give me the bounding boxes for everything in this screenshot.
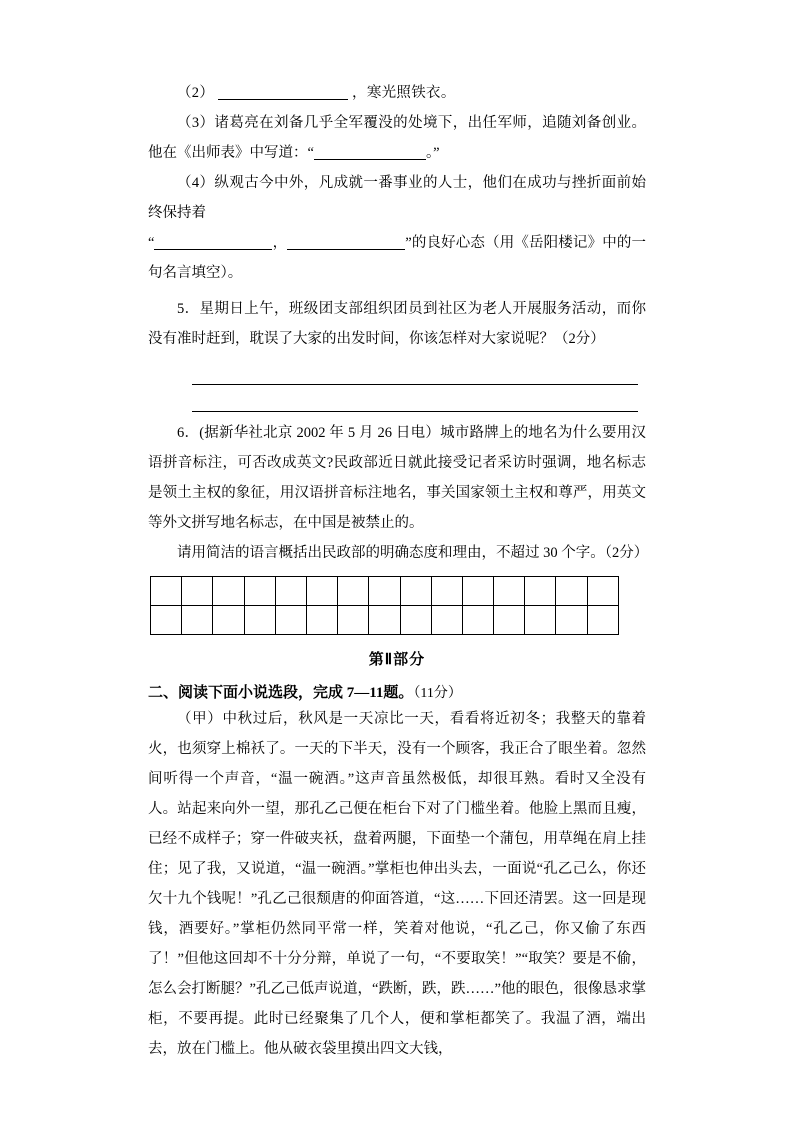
question-3-text: （3）诸葛亮在刘备几乎全军覆没的处境下，出任军师，追随刘备创业。他在《出师表》中写道：“ [148, 115, 646, 161]
answer-grid-row [150, 576, 646, 605]
grid-cell[interactable] [181, 605, 213, 635]
grid-cell[interactable] [244, 605, 276, 635]
question-2-text: ，寒光照铁衣。 [352, 85, 456, 101]
grid-cell[interactable] [587, 605, 619, 635]
grid-cell[interactable] [275, 605, 307, 635]
grid-cell[interactable] [212, 576, 244, 606]
fill-blank[interactable] [218, 83, 348, 100]
question-5 [148, 294, 646, 354]
grid-cell[interactable] [524, 576, 556, 606]
question-4-quote-open: “ [148, 235, 155, 251]
fill-blank[interactable] [314, 143, 426, 160]
grid-cell[interactable] [306, 576, 338, 606]
grid-cell[interactable] [493, 605, 525, 635]
grid-cell[interactable] [306, 605, 338, 635]
grid-cell[interactable] [368, 605, 400, 635]
section-heading [148, 681, 646, 702]
passage-text: 中秋过后，秋风是一天凉比一天，看看将近初冬；我整天的靠着火，也须穿上棉袄了。一天的下半天，没有一个顾客，我正合了眼坐着。忽然间听得一个声音，“温一碗酒。”这声音虽然极低，却很耳熟。看时又全没有人。站起来向外一望，那孔乙己便在柜台下对了门槛坐着。他脸上黑而且瘦，已经不成样子；穿一件破夹袄，盘着两腿，下面垫一个蒲包，用草绳在肩上挂住；见了我，又说道，“温一碗酒。”掌柜也伸出头去，一面说“孔乙己么，你还欠十九个钱呢！”孔乙己很颓唐的仰面答道，“这……下回还清罢。这一回是现钱，酒要好。”掌柜仍然同平常一样，笑着对他说，“孔乙己，你又偷了东西了！”但他这回却不十分分辩，单说了一句，“不要取笑！”“取笑？要是不偷，怎么会打断腿？”孔乙己低声说道，“跌断，跌，跌……”他的眼色，很像恳求掌柜，不要再提。此时已经聚集了几个人，便和掌柜都笑了。我温了酒，端出去，放在门槛上。他从破衣袋里摸出四文大钱， [148, 711, 647, 1057]
grid-cell[interactable] [555, 605, 587, 635]
question-3-tail: 。” [425, 145, 440, 161]
fill-blank[interactable] [154, 233, 272, 250]
grid-cell[interactable] [400, 605, 432, 635]
grid-cell[interactable] [493, 576, 525, 606]
grid-cell[interactable] [181, 576, 213, 606]
question-4-comma: ， [272, 235, 288, 251]
passage-label: （甲） [177, 711, 223, 727]
grid-cell[interactable] [431, 605, 463, 635]
question-4 [148, 168, 646, 288]
grid-cell[interactable] [244, 576, 276, 606]
answer-grid-row [150, 605, 646, 634]
question-5-text: 5．星期日上午，班级团支部组织团员到社区为老人开展服务活动，而你没有准时赶到，耽误了大家的出发时间，你该怎样对大家说呢？（2分） [148, 301, 646, 347]
question-4-line2-tail: ”的良好心态（用《岳阳楼记》中的一句名言填空）。 [148, 235, 647, 281]
grid-cell[interactable] [524, 605, 556, 635]
grid-cell[interactable] [462, 605, 494, 635]
grid-cell[interactable] [337, 576, 369, 606]
grid-cell[interactable] [337, 605, 369, 635]
grid-cell[interactable] [555, 576, 587, 606]
question-5-answer-area[interactable] [148, 358, 646, 412]
answer-line[interactable] [192, 358, 638, 385]
question-4-line1: （4）纵观古今中外，凡成就一番事业的人士，他们在成功与挫折面前始终保持着 [148, 175, 646, 221]
question-6 [148, 418, 646, 538]
question-6-text: 6．(据新华社北京 2002 年 5 月 26 日电）城市路牌上的地名为什么要用汉语拼音标注，可否改成英文?民政部近日就此接受记者采访时强调，地名标志是领土主权的象征，用汉语拼音标注地名，事关国家领土主权和尊严，用英文等外文拼写地名标志，在中国是被禁止的。 [148, 425, 646, 531]
section-heading-title: 二、阅读下面小说选段，完成 7—11题。 [148, 685, 414, 701]
question-6-prompt: 请用简洁的语言概括出民政部的明确态度和理由，不超过 30 个字。（2分） [177, 545, 649, 561]
grid-cell[interactable] [462, 576, 494, 606]
grid-cell[interactable] [150, 605, 182, 635]
answer-grid[interactable] [150, 576, 646, 634]
reading-passage [148, 704, 646, 1064]
question-2 [148, 78, 646, 108]
grid-cell[interactable] [150, 576, 182, 606]
grid-cell[interactable] [212, 605, 244, 635]
section-heading-points: （11分） [413, 686, 462, 701]
question-3 [148, 108, 646, 168]
grid-cell[interactable] [431, 576, 463, 606]
fill-blank[interactable] [287, 233, 405, 250]
part-heading: 第Ⅱ部分 [368, 652, 426, 668]
answer-line[interactable] [192, 385, 638, 412]
grid-cell[interactable] [275, 576, 307, 606]
grid-cell[interactable] [587, 576, 619, 606]
grid-cell[interactable] [400, 576, 432, 606]
question-2-number: （2） [177, 85, 215, 101]
grid-cell[interactable] [368, 576, 400, 606]
